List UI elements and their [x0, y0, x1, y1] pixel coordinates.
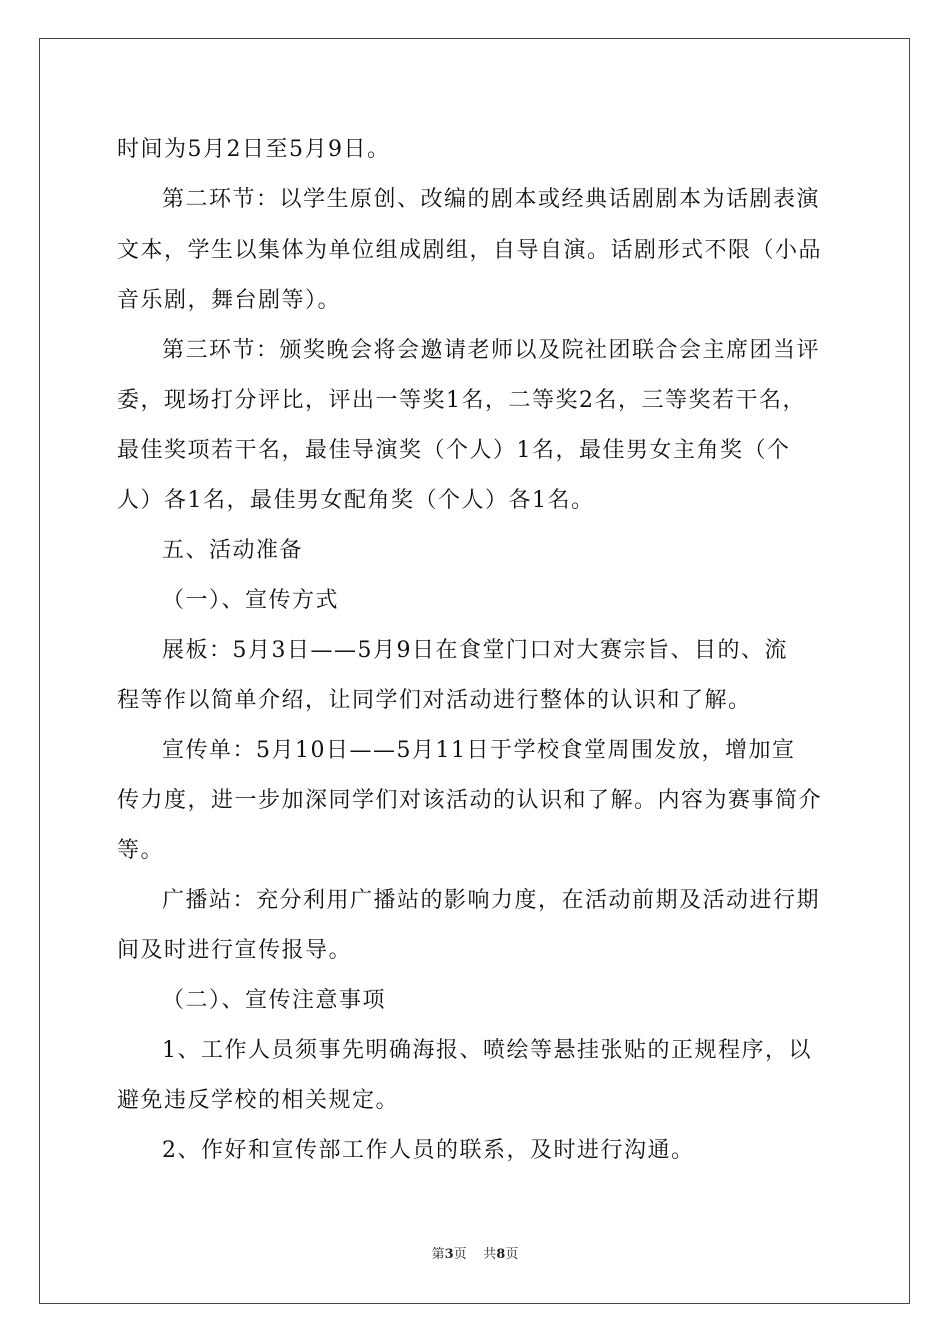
body-line-15: 等。	[117, 838, 165, 863]
subsection-heading-2: （二）、宣传注意事项	[162, 988, 387, 1013]
body-line-6: 委，现场打分评比，评出一等奖1名，二等奖2名，三等奖若干名，	[117, 388, 806, 413]
body-line-12: 程等作以简单介绍，让同学们对活动进行整体的认识和了解。	[117, 688, 752, 713]
footer-page-total: 8	[496, 1247, 506, 1262]
body-line-8: 人）各1名，最佳男女配角奖（个人）各1名。	[117, 488, 595, 513]
section-heading: 五、活动准备	[162, 538, 304, 563]
footer-total-suffix: 页	[505, 1247, 519, 1262]
footer-total-prefix: 共	[483, 1247, 497, 1262]
subsection-heading-1: （一）、宣传方式	[162, 588, 340, 613]
body-line-1: 时间为5月2日至5月9日。	[117, 137, 391, 162]
body-line-14: 传力度，进一步加深同学们对该活动的认识和了解。内容为赛事简介	[117, 788, 823, 813]
body-line-21: 2、作好和宣传部工作人员的联系，及时进行沟通。	[162, 1138, 695, 1163]
footer-page-suffix: 页	[453, 1247, 467, 1262]
body-line-13: 宣传单：5月10日——5月11日于学校食堂周围发放，增加宣	[162, 738, 796, 763]
body-line-20: 避免违反学校的相关规定。	[117, 1088, 400, 1113]
body-line-4: 音乐剧，舞台剧等）。	[117, 288, 342, 313]
body-line-7: 最佳奖项若干名，最佳导演奖（个人）1名，最佳男女主角奖（个	[117, 438, 791, 463]
page-footer	[0, 1246, 950, 1264]
body-line-5: 第三环节：颁奖晚会将会邀请老师以及院社团联合会主席团当评	[162, 338, 821, 363]
body-line-17: 间及时进行宣传报导。	[117, 938, 353, 963]
body-line-19: 1、工作人员须事先明确海报、喷绘等悬挂张贴的正规程序，以	[162, 1038, 812, 1063]
body-line-11: 展板：5月3日——5月9日在食堂门口对大赛宗旨、目的、流	[162, 638, 788, 663]
footer-page-current: 3	[444, 1247, 454, 1262]
body-line-16: 广播站：充分利用广播站的影响力度，在活动前期及活动进行期	[162, 888, 821, 913]
body-line-2: 第二环节：以学生原创、改编的剧本或经典话剧剧本为话剧表演	[162, 187, 821, 212]
body-line-3: 文本，学生以集体为单位组成剧组，自导自演。话剧形式不限（小品	[117, 238, 823, 263]
footer-page-prefix: 第	[431, 1247, 445, 1262]
